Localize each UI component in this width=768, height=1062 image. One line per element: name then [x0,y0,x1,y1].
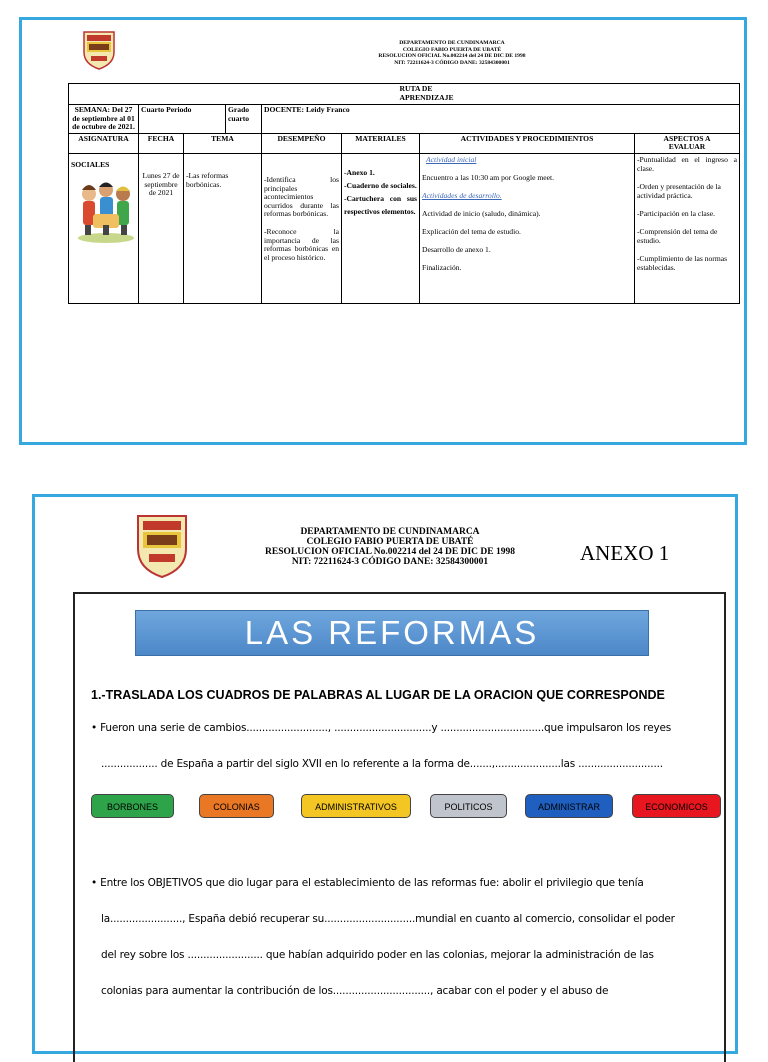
header-line: NIT: 72211624-3 CÓDIGO DANE: 32584300001 [394,59,510,66]
aspecto-item: -Puntualidad en el ingreso a clase. [637,154,737,173]
docente-cell: DOCENTE: Leidy Franco [262,105,740,134]
header-tema: TEMA [184,133,262,153]
header-fecha: FECHA [139,133,184,153]
header-actividades: ACTIVIDADES Y PROCEDIMIENTOS [420,133,635,153]
materiales-cell [342,153,420,303]
table-title: RUTA DE APRENDIZAJE [399,84,454,102]
word-box-borbones[interactable]: BORBONES [91,794,174,818]
sentence-line: del rey sobre los ........................ que habían adquirido poder en las colonias, mejorar la administración de las [101,949,654,961]
paso-item: Finalización. [422,262,462,272]
word-box-economicos[interactable]: ECONOMICOS [632,794,721,818]
paso-item: Desarrollo de anexo 1. [422,244,491,254]
ruta-aprendizaje-table [68,83,740,304]
header-line: DEPARTAMENTO DE CUNDINAMARCA [300,527,480,537]
word-box-administrativos[interactable]: ADMINISTRATIVOS [301,794,411,818]
grado-cell: Grado cuarto [226,105,262,134]
school-header [262,40,642,66]
periodo-cell: Cuarto Periodo [139,105,226,134]
aspecto-item: -Cumplimiento de las normas establecidas. [637,253,728,272]
header-line: DEPARTAMENTO DE CUNDINAMARCA [399,40,505,46]
school-crest-logo [82,30,116,70]
sentence-line: colonias para aumentar la contribución de los..............................., acabar con el poder y el abuso de [101,985,609,997]
header-materiales: MATERIALES [342,133,420,153]
actividades-desarrollo-link[interactable]: Actividades de desarrollo. [422,190,502,200]
desempeno-cell [262,153,342,303]
sentence-line: la......................., España debió recuperar su.............................mundial en cuanto al comercio, consolidar el poder [101,913,675,925]
aspecto-item: -Orden y presentación de la actividad práctica. [637,181,721,200]
aspecto-item: -Participación en la clase. [637,208,716,218]
encuentro-text: Encuentro a las 10:30 am por Google meet. [422,172,555,182]
sentence-line: • Fueron una serie de cambios.........................., ...............................y .................................que impulsaron los reyes [91,722,671,734]
header-line: NIT: 72211624-3 CÓDIGO DANE: 32584300001 [291,557,489,567]
material-item: -Cartuchera con sus respectivos elementos. [344,193,417,216]
header-asignatura: ASIGNATURA [69,133,139,153]
children-illustration [75,176,137,244]
header-line: RESOLUCION OFICIAL No.002214 del 24 DE DIC DE 1998 [378,53,526,60]
desempeno-item: -Reconoce la importancia de las reformas borbónicas en el proceso histórico. [264,226,339,262]
page-ruta-aprendizaje [19,17,747,445]
school-header [245,527,535,567]
anexo-title: ANEXO 1 [580,541,670,565]
header-line: COLEGIO FABIO PUERTA DE UBATÉ [402,46,502,53]
school-crest-logo [135,513,189,579]
asignatura-text: SOCIALES [71,159,110,169]
paso-item: Actividad de inicio (saludo, dinámica). [422,208,541,218]
actividad-inicial-link[interactable]: Actividad inicial [426,154,477,164]
sentence-line: • Entre los OBJETIVOS que dio lugar para el establecimiento de las reformas fue: abolir el privilegio que tenía [91,877,644,889]
fecha-cell: Lunes 27 de septiembre de 2021 [139,153,184,303]
header-aspectos: ASPECTOS A EVALUAR [635,133,740,153]
aspectos-cell [635,153,740,303]
word-box-administrar[interactable]: ADMINISTRAR [525,794,613,818]
desempeno-item: -Identifica los principales acontecimientos ocurridos durante las reformas borbónicas. [264,174,339,219]
page-anexo-1 [32,494,738,1054]
tema-cell: -Las reformas borbónicas. [184,153,262,303]
word-box-colonias[interactable]: COLONIAS [199,794,274,818]
header-desempeno: DESEMPEÑO [262,133,342,153]
aspecto-item: -Comprensión del tema de estudio. [637,226,718,245]
word-box-politicos[interactable]: POLITICOS [430,794,507,818]
asignatura-cell [69,153,139,303]
header-line: COLEGIO FABIO PUERTA DE UBATÉ [306,537,474,547]
word-box-row [91,794,721,818]
worksheet-frame [73,592,726,1062]
semana-cell: SEMANA: Del 27 de septiembre al 01 de octubre de 2021. [69,105,139,134]
paso-item: Explicación del tema de estudio. [422,226,521,236]
question-1-title: 1.-TRASLADA LOS CUADROS DE PALABRAS AL LUGAR DE LA ORACION QUE CORRESPONDE [91,688,665,702]
worksheet-banner: LAS REFORMAS BORBONICAS [135,610,649,656]
actividades-cell [420,153,635,303]
header-line: RESOLUCION OFICIAL No.002214 del 24 DE DIC DE 1998 [265,547,515,557]
material-item: -Anexo 1. [344,167,375,177]
sentence-line: .................. de España a partir del siglo XVII en lo referente a la forma de.......,.....................las ........................... [101,758,663,770]
material-item: -Cuaderno de sociales. [344,180,417,190]
